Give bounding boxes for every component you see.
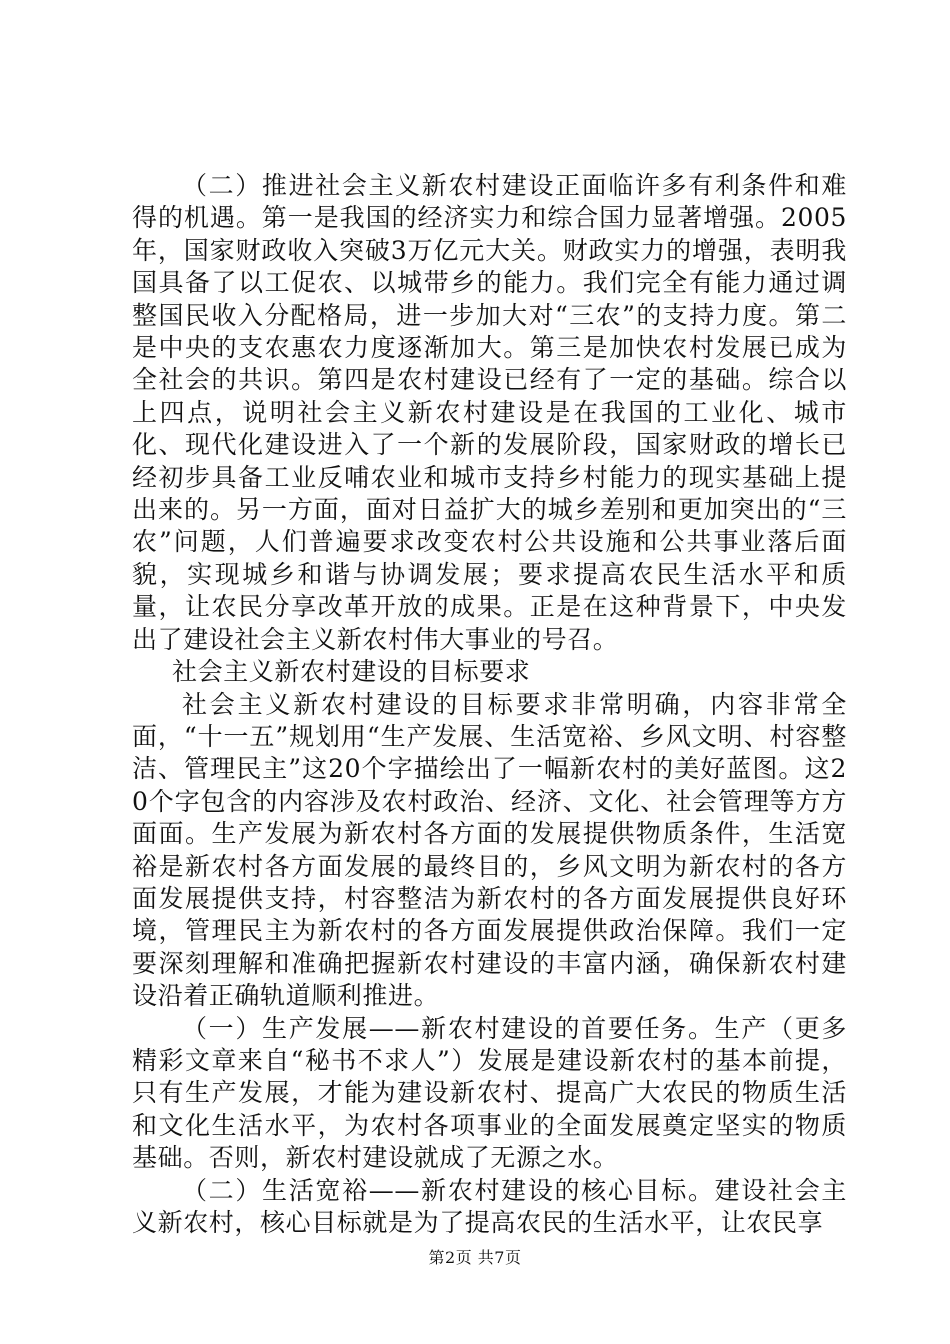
- page-number-footer: 第2页 共7页: [428, 1248, 522, 1267]
- paragraph-production-development: （一）生产发展——新农村建设的首要任务。生产（更多精彩文章来自“秘书不求人”）发展是建设新农村的基本前提，只有生产发展，才能为建设新农村、提高广大农民的物质生活和文化生活水平，为农村各项事业的全面发展奠定坚实的物质基础。否则，新农村建设就成了无源之水。: [132, 1013, 847, 1173]
- paragraph-favorable-conditions: （二）推进社会主义新农村建设正面临许多有利条件和难得的机遇。第一是我国的经济实力和综合国力显著增强。2005年，国家财政收入突破3万亿元大关。财政实力的增强，表明我国具备了以工促农、以城带乡的能力。我们完全有能力通过调整国民收入分配格局，进一步加大对“三农”的支持力度。第二是中央的支农惠农力度逐渐加大。第三是加快农村发展已成为全社会的共识。第四是农村建设已经有了一定的基础。综合以上四点，说明社会主义新农村建设是在我国的工业化、城市化、现代化建设进入了一个新的发展阶段，国家财政的增长已经初步具备工业反哺农业和城市支持乡村能力的现实基础上提出来的。另一方面，面对日益扩大的城乡差别和更加突出的“三农”问题，人们普遍要求改变农村公共设施和公共事业落后面貌，实现城乡和谐与协调发展；要求提高农民生活水平和质量，让农民分享改革开放的成果。正是在这种背景下，中央发出了建设社会主义新农村伟大事业的号召。: [132, 171, 847, 654]
- document-body: [132, 170, 847, 1239]
- paragraph-goal-requirements: 社会主义新农村建设的目标要求非常明确，内容非常全面，“十一五”规划用“生产发展、生活宽裕、乡风文明、村容整洁、管理民主”这20个字描绘出了一幅新农村的美好蓝图。这20个字包含的内容涉及农村政治、经济、文化、社会管理等方方面面。生产发展为新农村各方面的发展提供物质条件，生活宽裕是新农村各方面发展的最终目的，乡风文明为新农村的各方面发展提供支持，村容整洁为新农村的各方面发展提供良好环境，管理民主为新农村的各方面发展提供政治保障。我们一定要深刻理解和准确把握新农村建设的丰富内涵，确保新农村建设沿着正确轨道顺利推进。: [132, 689, 847, 1011]
- paragraph-affluent-life: （二）生活宽裕——新农村建设的核心目标。建设社会主义新农村，核心目标就是为了提高农民的生活水平，让农民享: [132, 1175, 847, 1237]
- section-heading-goals: 社会主义新农村建设的目标要求: [172, 657, 531, 687]
